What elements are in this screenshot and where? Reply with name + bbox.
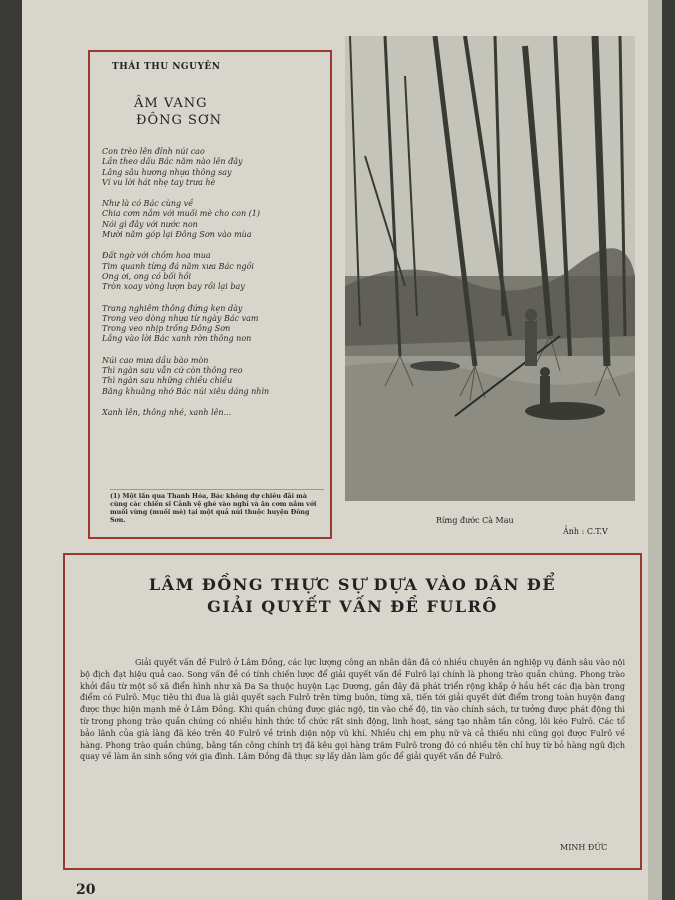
article-title-line-1: LÂM ĐỒNG THỰC SỰ DỰA VÀO DÂN ĐỂ (148, 575, 557, 594)
poem-stanza (102, 251, 332, 292)
poem-line: Trang nghiêm thông đứng kẹn dày (102, 303, 243, 313)
poem-title (134, 95, 222, 129)
poem-line: Lắng vào lời Bác xanh rờn thông non (102, 334, 252, 344)
poem-author: THÁI THU NGUYÊN (112, 62, 221, 72)
poem-line: Thì ngàn sau những chiều chiều (102, 376, 233, 386)
poem-line: Con trèo lên đỉnh núi cao (102, 147, 205, 156)
poem-line: Băng khuâng nhớ Bác núi xiêu dáng nhìn (102, 386, 270, 396)
poem-line: Như là có Bác cùng về (102, 199, 194, 209)
page-edge (648, 0, 662, 900)
poem-line: Lâng sâu hương nhựa thông say (102, 167, 232, 177)
poem-title-line-2: ĐÔNG SƠN (136, 113, 222, 128)
page-number: 20 (76, 882, 96, 898)
poem-title-line-1: ÂM VANG (134, 96, 208, 111)
photo-caption: Rừng đước Cà Mau (436, 516, 514, 525)
article-title-line-2: GIẢI QUYẾT VẤN ĐỀ FULRÔ (207, 597, 498, 616)
poem-stanza (102, 147, 332, 188)
poem-line: Ong ơi, ong có bối hồi (102, 271, 192, 281)
poem-stanza (102, 199, 332, 240)
article-box (63, 553, 642, 870)
article-body: Giải quyết vấn đề Fulrô ở Lâm Đồng, các lực lượng công an nhân dân đã có nhiều chuyên án nghiệp vụ đánh sâu vào nội bộ địch đạt hiệu quả cao. Song vấn đề có tính chiến lược để giải quyết vấn đề Fulrô lại chính là phong trào quần chúng. Phong trào khởi đầu từ một số xã điển hình như xã Đa Sa thuộc huyện Lạc Dương, gần đây đã phát triển rộng khắp ở hầu hết các địa bàn trọng điểm có Fulrô. Mục tiêu thi đua là giải quyết sạch Fulrô trên từng buôn, từng xã, tiến tới giải quyết dứt điểm trong toàn huyện đang được thực hiện mạnh mẽ ở Lâm Đồng. Khi quần chúng được giác ngộ, tin vào chế độ, tin vào chính sách, tư tưởng được phát động thì từ trong phong trào quần chúng có nhiều hình thức tổ chức rất sinh động, linh hoạt, sáng tạo nhằm tấn công, lôi kéo Fulrô. Các tổ bảo lãnh của già làng đã kéo trên 40 Fulrô về trình diện nộp vũ khí. Nhiều chị em phụ nữ và cả thiếu nhi cũng gọi được Fulrô về hàng. Phong trào quần chúng, bằng tấn công chính trị đã kêu gọi hàng trăm Fulrô trong đó có nhiều tên chỉ huy từ bỏ hàng ngũ địch quay về làm ăn sinh sống với gia đình. Lâm Đồng đã thực sự lấy dân làm gốc để giải quyết vấn đề Fulrô. (80, 658, 625, 762)
poem-line: Mười năm góp lại Đông Sơn vào mùa (102, 230, 252, 240)
poem-box (88, 50, 332, 539)
poem-stanza (102, 304, 332, 345)
poem-line: Trong veo nhịp trống Đông Sơn (102, 324, 231, 334)
poem-line: Xanh lên, thông nhé, xanh lên... (102, 407, 232, 417)
poem-line: Thì ngàn sau vẫn cứ còn thông reo (102, 366, 243, 376)
mangrove-forest-image (345, 36, 635, 501)
poem-line: Ví vu lời hát nhẹ tay trưa hè (102, 177, 216, 187)
poem-line: Nói gì đây với nước non (102, 219, 198, 229)
forest-photo (345, 36, 635, 501)
poem-line: Tròn xoay vòng lượn bay rồi lại bay (102, 282, 245, 292)
poem-line: Chia cơm nắm với muối mè cho con (1) (102, 209, 260, 219)
poem-line: Núi cao mưa dầu bào mòn (102, 355, 209, 365)
poem-line: Đất ngờ với chồm hoa mua (102, 251, 211, 261)
poem-line: Tìm quanh từng đá năm xưa Bác ngồi (102, 261, 254, 271)
poem-stanza (102, 356, 332, 397)
poem-line: Trong veo dòng nhựa từ ngày Bác vam (102, 313, 259, 323)
article-author: MINH ĐỨC (560, 843, 608, 852)
poem-footnote: (1) Một lần qua Thanh Hóa, Bác không dự chiêu đãi mà cùng các chiến sĩ Cảnh vệ ghé vào nghỉ và ăn cơm nắm với muối vừng (muối mè) tại một quả núi thuộc huyện Đông Sơn. (110, 489, 324, 525)
poem-stanza (102, 408, 332, 418)
photo-credit: Ảnh : C.T.V (563, 527, 608, 536)
poem-line: Lần theo dấu Bác năm nào lên đây (102, 157, 243, 167)
poem-text (102, 147, 332, 429)
